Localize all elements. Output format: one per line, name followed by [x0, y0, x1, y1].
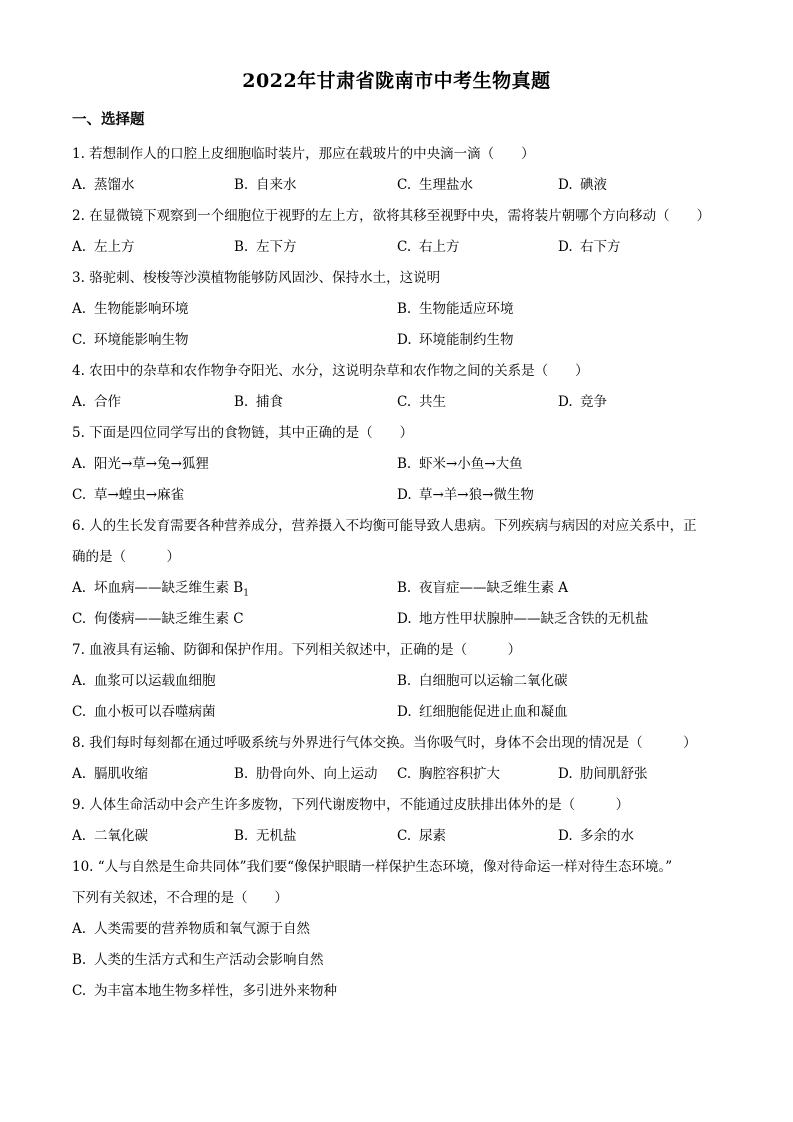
- question-3-stem: 3. 骆驼刺、梭梭等沙漠植物能够防风固沙、保持水土，这说明: [72, 270, 441, 286]
- q4-option-b: B. 捕食: [234, 394, 283, 410]
- q10-option-a: A. 人类需要的营养物质和氧气源于自然: [72, 921, 310, 937]
- question-10-stem: 10. “人与自然是生命共同体”我们要“像保护眼睛一样保护生态环境，像对待命运一样对待生态环境。”: [72, 859, 673, 875]
- q2-option-c: C. 右上方: [397, 239, 460, 255]
- question-4-stem: 4. 农田中的杂草和农作物争夺阳光、水分，这说明杂草和农作物之间的关系是（ ）: [72, 363, 589, 379]
- q1-option-d: D. 碘液: [558, 177, 607, 193]
- page-title: 2022年甘肃省陇南市中考生物真题: [242, 70, 551, 92]
- q7-option-c: C. 血小板可以吞噬病菌: [72, 704, 216, 720]
- q8-option-a: A. 膈肌收缩: [72, 766, 148, 782]
- q3-option-d: D. 环境能制约生物: [397, 332, 514, 348]
- question-7-stem: 7. 血液具有运输、防御和保护作用。下列相关叙述中，正确的是（ ）: [72, 642, 522, 658]
- q6-option-b: B. 夜盲症——缺乏维生素 A: [397, 580, 569, 596]
- question-2-stem: 2. 在显微镜下观察到一个细胞位于视野的左上方，欲将其移至视野中央，需将装片朝哪个方向移动（ ）: [72, 208, 711, 224]
- q5-option-d: D. 草→羊→狼→微生物: [397, 487, 534, 503]
- q1-option-c: C. 生理盐水: [397, 177, 473, 193]
- q7-option-a: A. 血浆可以运载血细胞: [72, 673, 216, 689]
- q6-option-d: D. 地方性甲状腺肿——缺乏含铁的无机盐: [397, 611, 649, 627]
- q2-option-d: D. 右下方: [558, 239, 621, 255]
- q10-option-b: B. 人类的生活方式和生产活动会影响自然: [72, 952, 324, 968]
- q9-option-c: C. 尿素: [397, 828, 446, 844]
- q2-option-a: A. 左上方: [72, 239, 135, 255]
- q8-option-b: B. 肋骨向外、向上运动: [234, 766, 378, 782]
- q5-option-c: C. 草→蝗虫→麻雀: [72, 487, 185, 503]
- q5-option-a: A. 阳光→草→兔→狐狸: [72, 456, 209, 472]
- question-6-stem: 6. 人的生长发育需要各种营养成分，营养摄入不均衡可能导致人患病。下列疾病与病因的对应关系中，正: [72, 518, 697, 534]
- q4-option-c: C. 共生: [397, 394, 446, 410]
- section-heading: 一、选择题: [72, 111, 145, 128]
- q3-option-b: B. 生物能适应环境: [397, 301, 514, 317]
- q6-option-a: A. 坏血病——缺乏维生素 $B_1$: [72, 580, 249, 599]
- q3-option-a: A. 生物能影响环境: [72, 301, 189, 317]
- q2-option-b: B. 左下方: [234, 239, 297, 255]
- question-5-stem: 5. 下面是四位同学写出的食物链，其中正确的是（ ）: [72, 425, 414, 441]
- q8-option-c: C. 胸腔容积扩大: [397, 766, 500, 782]
- question-6-stem-cont: 确的是（ ）: [72, 549, 180, 565]
- q5-option-b: B. 虾米→小鱼→大鱼: [397, 456, 523, 472]
- q4-option-d: D. 竞争: [558, 394, 607, 410]
- q1-option-b: B. 自来水: [234, 177, 297, 193]
- q1-option-a: A. 蒸馏水: [72, 177, 135, 193]
- question-1-stem: 1. 若想制作人的口腔上皮细胞临时装片，那应在载玻片的中央滴一滴（ ）: [72, 146, 535, 162]
- q6-option-c: C. 佝偻病——缺乏维生素 C: [72, 611, 244, 627]
- question-8-stem: 8. 我们每时每刻都在通过呼吸系统与外界进行气体交换。当你吸气时，身体不会出现的情况是（ ）: [72, 735, 697, 751]
- q7-option-b: B. 白细胞可以运输二氧化碳: [397, 673, 568, 689]
- q9-option-b: B. 无机盐: [234, 828, 297, 844]
- q10-option-c: C. 为丰富本地生物多样性，多引进外来物种: [72, 983, 337, 999]
- q3-option-c: C. 环境能影响生物: [72, 332, 189, 348]
- q8-option-d: D. 肋间肌舒张: [558, 766, 648, 782]
- question-10-stem-cont: 下列有关叙述，不合理的是（ ）: [72, 890, 288, 906]
- q9-option-d: D. 多余的水: [558, 828, 634, 844]
- q9-option-a: A. 二氧化碳: [72, 828, 148, 844]
- q4-option-a: A. 合作: [72, 394, 121, 410]
- q7-option-d: D. 红细胞能促进止血和凝血: [397, 704, 568, 720]
- question-9-stem: 9. 人体生命活动中会产生许多废物，下列代谢废物中，不能通过皮肤排出体外的是（ ）: [72, 797, 630, 813]
